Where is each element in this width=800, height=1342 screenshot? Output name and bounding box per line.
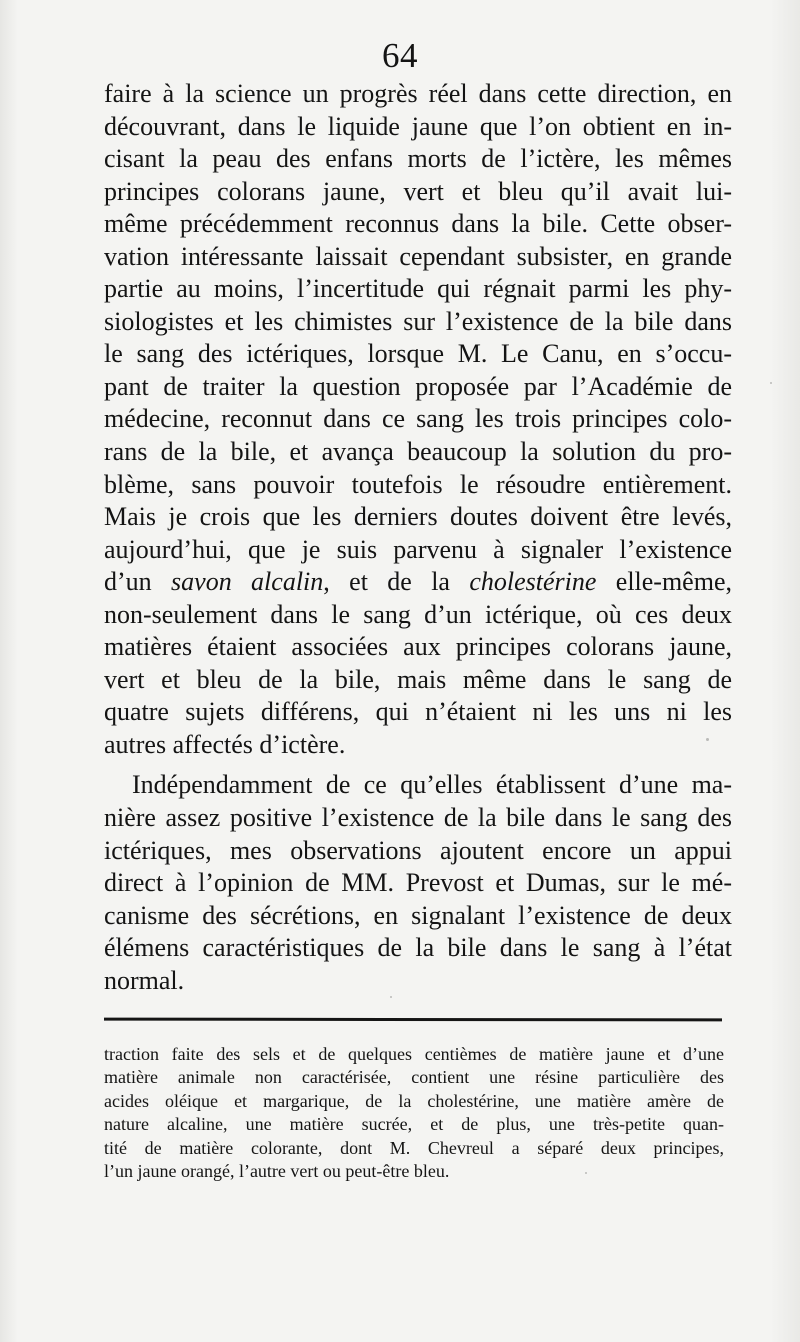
footnote-line-3: acides oléique et margarique, de la cholestérine, une matière amère de — [104, 1090, 724, 1111]
paragraph-2-line-5: canisme des sécrétions, en signalant l’existence de deux — [104, 900, 732, 930]
body-line-16 — [104, 566, 732, 599]
paper-speck — [585, 1172, 587, 1174]
body-line-21: autres affectés d’ictère. — [104, 729, 346, 759]
footnote-line-5: tité de matière colorante, dont M. Chevreul a séparé deux principes, — [104, 1137, 724, 1158]
body-line-2: découvrant, dans le liquide jaune que l’on obtient en in- — [104, 111, 732, 141]
body-line-16-suffix: elle-même, — [596, 567, 732, 597]
body-line-8: siologistes et les chimistes sur l’existence de la bile dans — [104, 306, 732, 336]
body-line-16-middle: , et de la — [323, 567, 470, 597]
body-line-7: partie au moins, l’incertitude qui régnait parmi les phy- — [104, 274, 732, 304]
body-line-20: quatre sujets différens, qui n’étaient ni les uns ni les — [104, 697, 732, 727]
main-body-text — [104, 78, 732, 997]
body-line-4: principes colorans jaune, vert et bleu qu’il avait lui- — [104, 176, 732, 206]
body-line-5: même précédemment reconnus dans la bile. Cette obser- — [104, 209, 732, 239]
body-line-14: Mais je crois que les derniers doutes doivent être levés, — [104, 502, 732, 532]
paragraph-2-line-6: élémens caractéristiques de la bile dans le sang à l’état — [104, 933, 732, 963]
paper-speck — [706, 738, 709, 741]
body-line-17: non-seulement dans le sang d’un ictérique, où ces deux — [104, 599, 732, 629]
body-line-9: le sang des ictériques, lorsque M. Le Canu, en s’occu- — [104, 339, 732, 369]
body-line-12: rans de la bile, et avança beaucoup la solution du pro- — [104, 437, 732, 467]
body-line-18: matières étaient associées aux principes colorans jaune, — [104, 632, 732, 662]
body-line-1: faire à la science un progrès réel dans cette direction, en — [104, 79, 732, 108]
body-line-3: cisant la peau des enfans morts de l’ictère, les mêmes — [104, 144, 732, 174]
body-line-19: vert et bleu de la bile, mais même dans le sang de — [104, 664, 732, 694]
paper-speck — [770, 382, 772, 384]
paragraph-2-line-7: normal. — [104, 965, 185, 995]
footnote-separator-rule — [104, 1018, 722, 1022]
paragraph-gap — [104, 761, 732, 769]
footnote-line-6: l’un jaune orangé, l’autre vert ou peut-être bleu. — [104, 1160, 450, 1181]
body-line-16-prefix: d’un — [104, 567, 172, 597]
paragraph-2-line-2: nière assez positive l’existence de la bile dans le sang des — [104, 803, 732, 833]
body-line-15: aujourd’hui, que je suis parvenu à signaler l’existence — [104, 534, 732, 564]
footnote-line-2: matière animale non caractérisée, contient une résine particulière des — [104, 1067, 724, 1088]
footnote-line-1: traction faite des sels et de quelques centièmes de matière jaune et d’une — [104, 1044, 724, 1064]
paragraph-2-line-3: ictériques, mes observations ajoutent encore un appui — [104, 835, 732, 865]
body-line-10: pant de traiter la question proposée par l’Académie de — [104, 371, 732, 401]
footnote-text — [104, 1043, 724, 1183]
paper-speck — [390, 996, 392, 998]
paragraph-2-line-1: Indépendamment de ce qu’elles établissent d’une ma- — [132, 770, 732, 800]
page-number: 64 — [382, 36, 418, 75]
body-line-13: blème, sans pouvoir toutefois le résoudre entièrement. — [104, 469, 732, 499]
body-line-6: vation intéressante laissait cependant subsister, en grande — [104, 241, 732, 271]
body-line-11: médecine, reconnut dans ce sang les trois principes colo- — [104, 404, 732, 434]
italic-term-cholesterine: cholestérine — [469, 567, 597, 597]
footnote-line-4: nature alcaline, une matière sucrée, et de plus, une très-petite quan- — [104, 1114, 724, 1135]
paragraph-2-line-4: direct à l’opinion de MM. Prevost et Dumas, sur le mé- — [104, 868, 732, 898]
italic-term-savon-alcalin: savon alcalin — [171, 567, 324, 597]
